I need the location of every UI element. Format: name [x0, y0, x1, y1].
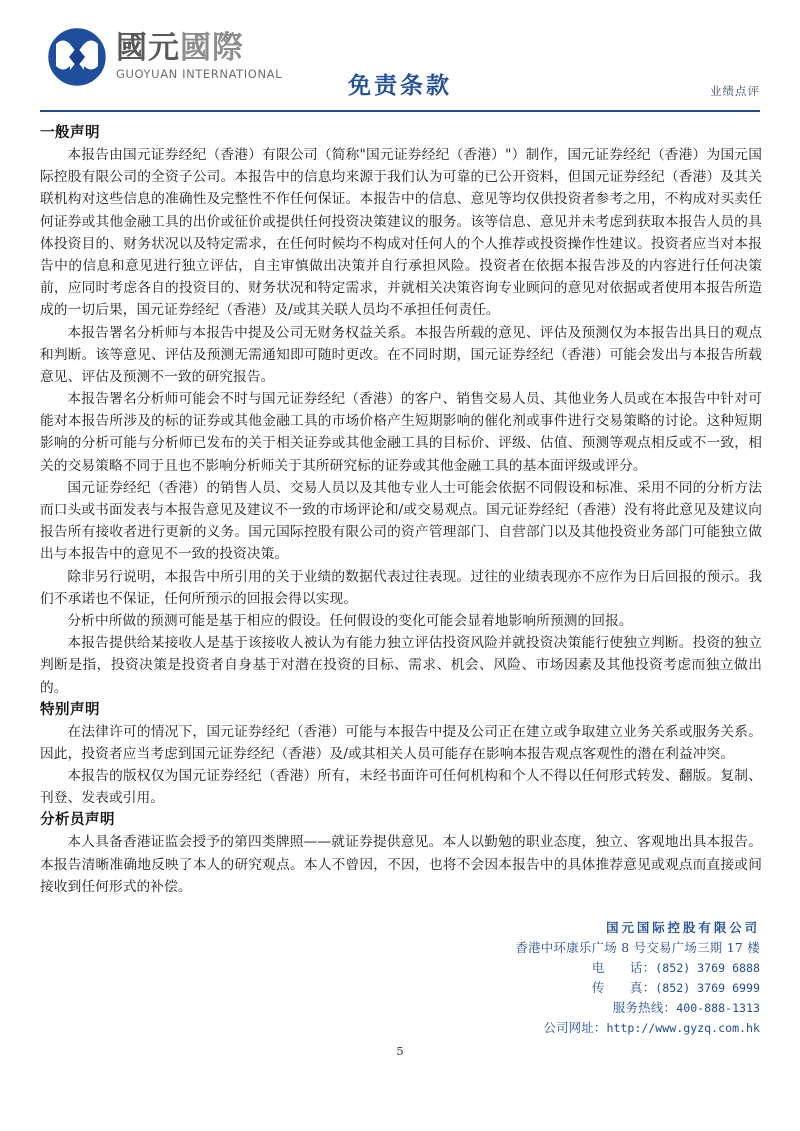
document-body: [40, 122, 762, 898]
page-number: 5: [396, 1044, 404, 1058]
page-title: 免责条款: [348, 72, 452, 99]
contact-hotline-row: [430, 998, 760, 1018]
paragraph: 本报告署名分析师与本报告中提及公司无财务权益关系。本报告所载的意见、评估及预测仅为本报告出具日的观点和判断。该等意见、评估及预测无需通知即可随时更改。在不同时期，国元证券经纪（香港）可能会发出与本报告所载意见、评估及预测不一致的研究报告。: [40, 324, 762, 385]
paragraph: 本报告署名分析师可能会不时与国元证券经纪（香港）的客户、销售交易人员、其他业务人员或在本报告中针对可能对本报告所涉及的标的证券或其他金融工具的市场价格产生短期影响的催化剂或事件进行交易策略的讨论。这种短期影响的分析可能与分析师已发布的关于相关证券或其他金融工具的目标价、评级、估值、预测等观点相反或不一致，相关的交易策略不同于且也不影响分析师关于其所研究标的证券或其他金融工具的基本面评级或评分。: [40, 391, 762, 474]
paragraph: 本报告提供给某接收人是基于该接收人被认为有能力独立评估投资风险并就投资决策能行使独立判断。投资的独立判断是指，投资决策是投资者自身基于对潜在投资的目标、需求、机会、风险、市场因素及其他投资考虑而独立做出的。: [40, 635, 762, 696]
paragraph: 本人具备香港证监会授予的第四类牌照——就证券提供意见。本人以勤勉的职业态度，独立、客观地出具本报告。本报告清晰准确地反映了本人的研究观点。本人不曾因，不因，也将不会因本报告中的具体推荐意见或观点而直接或间接收到任何形式的补偿。: [40, 834, 762, 895]
page-header: [0, 0, 800, 112]
paragraph: 在法律许可的情况下，国元证券经纪（香港）可能与本报告中提及公司正在建立或争取建立业务关系或服务关系。因此，投资者应当考虑到国元证券经纪（香港）及/或其相关人员可能存在影响本报告观点客观性的潜在利益冲突。: [40, 723, 762, 762]
contact-block: [430, 918, 760, 1039]
contact-website-value[interactable]: http://www.gyzq.com.hk: [606, 1021, 760, 1036]
section-heading-general: 一般声明: [40, 124, 100, 141]
contact-website-row: [430, 1018, 760, 1038]
header-divider: [40, 110, 760, 112]
paragraph: 分析中所做的预测可能是基于相应的假设。任何假设的变化可能会显着地影响所预测的回报。: [67, 612, 633, 629]
contact-fax-row: [430, 978, 760, 998]
contact-phone-row: [430, 958, 760, 978]
contact-phone-value: (852) 3769 6888: [655, 961, 760, 976]
logo-chinese-name: 國元國際: [116, 30, 244, 67]
contact-website-label: 公司网址：: [543, 1020, 607, 1036]
section-heading-special: 特别声明: [40, 700, 100, 718]
paragraph: 本报告的版权仅为国元证券经纪（香港）所有，未经书面许可任何机构和个人不得以任何形式转发、翻版。复制、刊登、发表或引用。: [40, 768, 762, 807]
contact-hotline-value: 400-888-1313: [676, 1001, 760, 1016]
paragraph: 国元证券经纪（香港）的销售人员、交易人员以及其他专业人士可能会依据不同假设和标准、采用不同的分析方法而口头或书面发表与本报告意见及建议不一致的市场评论和/或交易观点。国元证券经纪（香港）没有将此意见及建议向报告所有接收者进行更新的义务。国元国际控股有限公司的资产管理部门、自营部门以及其他投资业务部门可能独立做出与本报告中的意见不一致的投资决策。: [40, 479, 762, 563]
logo-english-name: GUOYUAN INTERNATIONAL: [116, 67, 283, 82]
contact-fax-value: (852) 3769 6999: [655, 981, 760, 996]
contact-fax-label: 传 真：: [591, 980, 656, 996]
contact-hotline-label: 服务热线：: [612, 1000, 677, 1016]
contact-company-name: 国元国际控股有限公司: [606, 920, 760, 935]
contact-phone-label: 电 话：: [591, 960, 656, 976]
contact-address: 香港中环康乐广场 8 号交易广场三期 17 楼: [515, 940, 760, 956]
section-heading-analyst: 分析员声明: [40, 811, 115, 829]
paragraph: 本报告由国元证券经纪（香港）有限公司（简称"国元证券经纪（香港）"）制作，国元证券经纪（香港）为国元国际控股有限公司的全资子公司。本报告中的信息均来源于我们认为可靠的已公开资料，但国元证券经纪（香港）及其关联机构对这些信息的准确性及完整性不作任何保证。本报告中的信息、意见等均仅供投资者参考之用，不构成对买卖任何证券或其他金融工具的出价或征价或提供任何投资决策建议的服务。该等信息、意见并未考虑到获取本报告人员的具体投资目的、财务状况以及特定需求，在任何时候均不构成对任何人的个人推荐或投资操作性建议。投资者应当对本报告中的信息和意见进行独立评估，自主审慎做出决策并自行承担风险。投资者在依据本报告涉及的内容进行任何决策前，应同时考虑各自的投资目的、财务状况和特定需求，并就相关决策咨询专业顾问的意见对依据或者使用本报告所造成的一切后果，国元证券经纪（香港）及/或其关联人员均不承担任何责任。: [40, 147, 762, 319]
report-type-label: 业绩点评: [710, 84, 760, 98]
paragraph: 除非另行说明，本报告中所引用的关于业绩的数据代表过往表现。过往的业绩表现亦不应作为日后回报的预示。我们不承诺也不保证，任何所预示的回报会得以实现。: [40, 568, 762, 607]
